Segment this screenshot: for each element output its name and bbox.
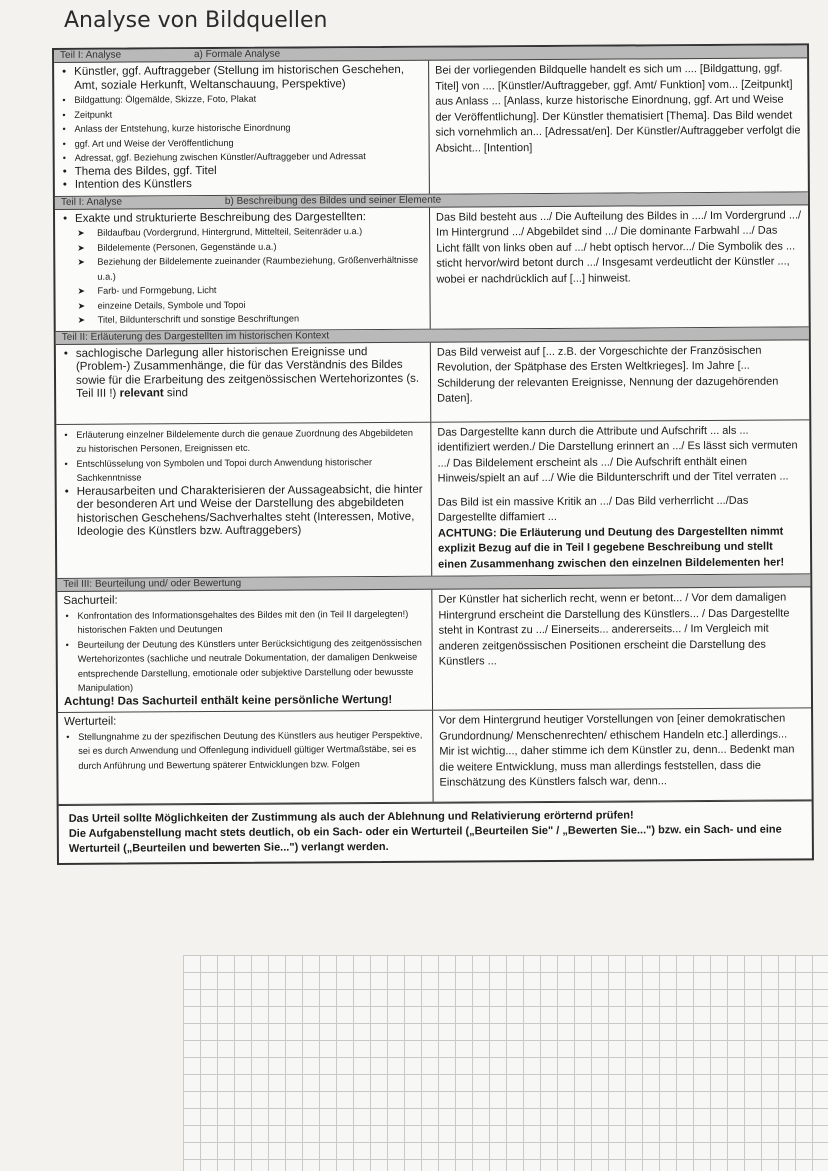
- sub-item: ➤ einzeine Details, Symbole und Topoi: [82, 296, 424, 313]
- list-item: • Künstler, ggf. Auftraggeber (Stellung im historischen Geschehen, Amt, soziale Herkunft, Weltanschauung, Perspektive): [68, 64, 422, 93]
- final-note: [59, 800, 812, 863]
- page-title: Analyse von Bildquellen: [64, 8, 328, 33]
- list-item: • Herausarbeiten und Charakterisieren der Aussageabsicht, die hinter der besonderen Art und Weise der Darstellung des abgebildeten historischen Geschehens/Sachverhaltes steht (Interessen, Motive, Ideologie des Künstlers bzw. Auftraggebers): [71, 483, 425, 539]
- sub-item: ➤ Bildaufbau (Vordergrund, Hintergrund, Mittelteil, Seitenräder u.a.): [81, 224, 423, 241]
- context-end: sind: [166, 387, 189, 400]
- sub-item: ➤ Titel, Bildunterschrift und sonstige Beschriftungen: [82, 311, 424, 328]
- section-part-label: Teil I: Analyse: [60, 196, 123, 208]
- list-item: • Anlass der Entstehung, kurze historische Einordnung: [68, 120, 422, 137]
- sub-item: ➤ Farb- und Formgebung, Licht: [81, 282, 423, 299]
- section-sub-label: b) Beschreibung des Bildes und seiner Elemente: [224, 194, 442, 207]
- formulation-text: Das Bild besteht aus .../ Die Aufteilung des Bildes in ..../ Im Vordergrund .../ Im Hintergrund .../ Abgebildet sind .../ Die dominante Farbwahl .../ Das Licht fällt von links oben auf .../ hebt optisch hervor.../ Die Symbolik des ... sticht hervor/wird betont durch .../ Insgesamt verdeutlicht der Künstler ..., wobei er nachdrücklich auf [...] hinweist.: [436, 208, 802, 286]
- sachurteil-warning: Achtung! Das Sachurteil enthält keine persönliche Wertung!: [63, 693, 393, 708]
- analysis-table: [52, 43, 814, 864]
- list-item: • Bildgattung: Ölgemälde, Skizze, Foto, Plakat: [68, 91, 422, 108]
- formulation-text: Das Dargestellte kann durch die Attribute und Aufschrift ... als ... identifiziert werden./ Die Darstellung erinnert an .../ Es lässt sich vermuten .../ Das Bildelement erscheint als .../ Die Aufschrift enthält einen Hinweis/spielt an auf .../ Wie die Bildunterschrift und der Titel verraten ...: [437, 424, 798, 485]
- list-item: • Entschlüsselung von Symbolen und Topoi durch Anwendung historischer Sachkenntnisse: [70, 454, 424, 485]
- final-note-line: Die Aufgabenstellung macht stets deutlich, ob ein Sach- oder ein Werturteil („Beurteilen Sie" / „Bewerten Sie...") bzw. ein Sach- und eine Werturteil („Beurteilen und bewerten Sie...") verlangt werden.: [68, 823, 782, 855]
- formulation-text: Das Bild ist ein massive Kritik an .../ Das Bild verherrlicht .../Das Dargestellte diffamiert ...: [437, 494, 749, 524]
- context-text: sachlogische Darlegung aller historischen Ereignisse und (Problem-) Zusammenhänge, die für das Verständnis des Bildes sowie für die Erarbeitung des zeitgenössischen Wertehorizontes (s. Teil III !): [75, 345, 420, 400]
- list-item: • Erläuterung einzelner Bildelemente durch die genaue Zuordnung des Abgebildeten zu historischen Personen, Ereignissen etc.: [70, 425, 424, 456]
- section-part-label: Teil I: Analyse: [60, 49, 122, 61]
- section-context-2: [56, 420, 810, 579]
- graph-paper: [183, 955, 828, 1171]
- section-description: [55, 205, 809, 332]
- list-item: • Intention des Künstlers: [69, 177, 423, 193]
- sachurteil-heading: Sachurteil:: [63, 594, 118, 607]
- section-sub-label: a) Formale Analyse: [193, 48, 281, 61]
- sub-item: ➤ Beziehung der Bildelemente zueinander (Raumbeziehung, Größenverhältnisse u.a.): [81, 253, 423, 284]
- section-part-label: Teil II: Erläuterung des Dargestellten im historischen Kontext: [61, 329, 330, 343]
- werturteil-heading: Werturteil:: [64, 715, 117, 728]
- list-item: • Adressat, ggf. Beziehung zwischen Künstler/Auftraggeber und Adressat: [69, 149, 423, 166]
- list-item: • Thema des Bildes, ggf. Titel: [69, 163, 423, 179]
- section-werturteil: [58, 708, 812, 804]
- formulation-text: Das Bild verweist auf [... z.B. der Vorgeschichte der Französischen Revolution, der Spätphase des Ersten Weltkrieges]. Im Jahre [... Schilderung der relevanten Ereignisse, Nennung der dazugehörenden Daten].: [436, 344, 779, 405]
- warning-text: ACHTUNG: Die Erläuterung und Deutung des Dargestellten nimmt explizit Bezug auf die in Teil I gegebene Beschreibung und stellt einen Zusammenhang zwischen den einzelnen Bildelementen her!: [437, 525, 785, 571]
- list-item: • Zeitpunkt: [68, 105, 422, 122]
- list-item: • ggf. Art und Weise der Veröffentlichung: [69, 134, 423, 151]
- list-item: • Stellungnahme zu der spezifischen Deutung des Künstlers aus heutiger Perspektive, sei es durch Anwendung und Offenlegung individuell gültiger Wertmaßstäbe, sei es durch Anführung und Bewertung späterer Entwicklungen bzw. Folgen: [72, 727, 426, 773]
- list-item: • Beurteilung der Deutung des Künstlers unter Berücksichtigung des zeitgenössischen Wertehorizontes (sachliche und neutrale Dokumentation, der damaligen Denkweise entsprechende Darstellung, emotionale oder subjektive Darstellung oder bewusste Manipulation): [72, 635, 426, 695]
- formulation-text: Bei der vorliegenden Bildquelle handelt es sich um .... [Bildgattung, ggf. Titel] von .... [Künstler/Auftraggeber, ggf. Amt/ Funktion] vom... [Zeitpunkt] aus Anlass ... [Anlass, kurze historische Einordnung, ggf. Art und Weise der Veröffentlichung]. Der Künstler thematisiert [Thema]. Das Bild wendet sich vornehmlich an... [Adressat/en]. Der Künstler/Auftraggeber verfolgt die Absicht... [Intention]: [435, 62, 801, 155]
- formulation-text: Vor dem Hintergrund heutiger Vorstellungen von [einer demokratischen Grundordnung/ Menschenrechten/ ethischem Handeln etc.] allerdings... Mir ist wichtig..., daher stimme ich dem Künstler zu, denn... Bedenkt man die weitere Entwicklung, muss man allerdings feststellen, dass die Einschätzung des Künstlers falsch war, denn...: [439, 712, 795, 789]
- list-item: • Exakte und strukturierte Beschreibung des Dargestellten:: [69, 210, 423, 226]
- section-part-label: Teil III: Beurteilung und/ oder Bewertung: [63, 577, 242, 590]
- list-item: • Konfrontation des Informationsgehaltes des Bildes mit den (in Teil II dargelegten!) historischen Fakten und Deutungen: [71, 606, 425, 637]
- sub-item: ➤ Bildelemente (Personen, Gegenstände u.a.): [81, 238, 423, 255]
- final-note-line: Das Urteil sollte Möglichkeiten der Zustimmung als auch der Ablehnung und Relativierung erörternd prüfen!: [68, 808, 634, 825]
- section-sachurteil: [57, 587, 811, 713]
- section-context-1: [56, 340, 809, 425]
- context-bold: relevant: [119, 387, 164, 400]
- formulation-text: Der Künstler hat sicherlich recht, wenn er betont... / Vor dem damaligen Hintergrund erscheint die Darstellung des Künstlers... / Das Dargestellte steht in Kontrast zu .../ Einerseits... andererseits... / Im Vergleich mit anderen zeitgenössischen Positionen erscheint die Darstellung des Künstlers ...: [438, 591, 790, 668]
- section-formal: [54, 58, 808, 196]
